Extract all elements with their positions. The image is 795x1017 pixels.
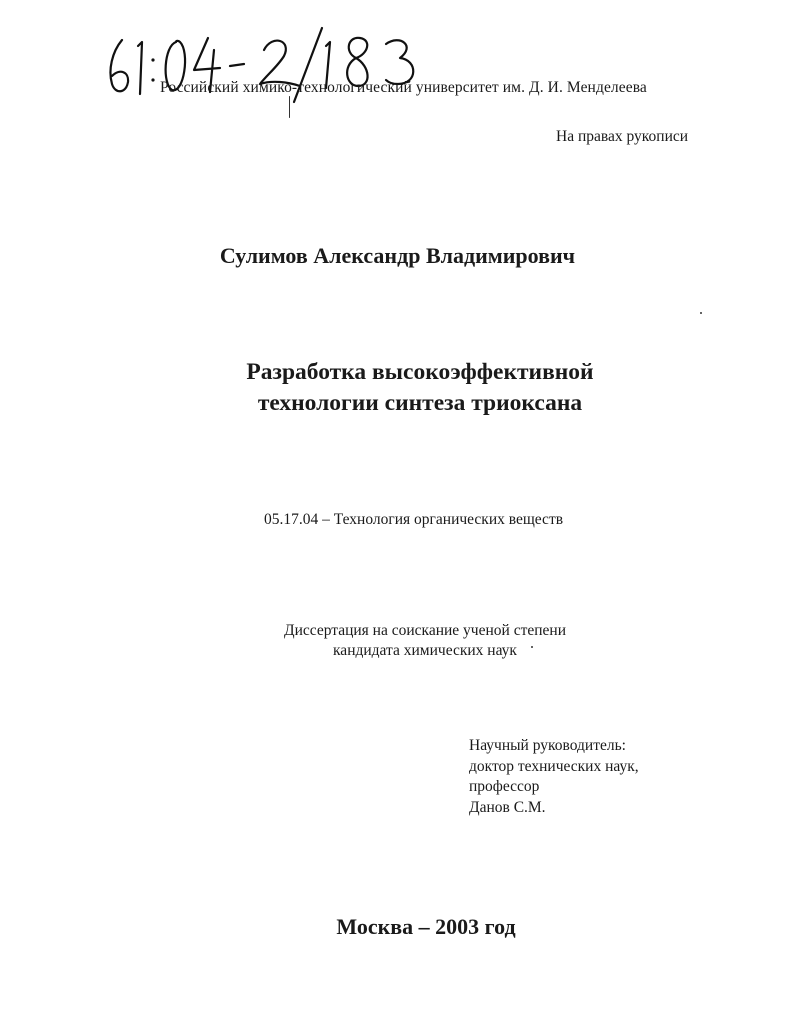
supervisor-name: Данов С.М. [469, 798, 546, 816]
dissertation-title [0, 357, 795, 419]
degree-line: Диссертация на соискание ученой степени [284, 622, 566, 639]
title-line: Разработка высокоэффективной [246, 359, 594, 385]
author-name: Сулимов Александр Владимирович [219, 243, 576, 268]
rights-notice: На правах рукописи [556, 128, 689, 145]
supervisor-block [469, 736, 639, 818]
title-line: технологии синтеза триоксана [257, 390, 583, 416]
university-name: Российский химико-технологический университет им. Д. И. Менделеева [160, 79, 647, 96]
city-year: Москва – 2003 год [336, 914, 516, 939]
scan-speck [531, 646, 533, 648]
specialty-code: 05.17.04 – Технология органических веществ [264, 511, 564, 528]
scan-speck [289, 96, 290, 118]
degree-line: кандидата химических наук [333, 642, 517, 659]
degree-statement [272, 621, 578, 661]
supervisor-rank: профессор [469, 778, 540, 795]
supervisor-label: Научный руководитель: [469, 737, 626, 754]
supervisor-degree: доктор технических наук, [469, 757, 639, 775]
scan-speck [700, 312, 702, 314]
